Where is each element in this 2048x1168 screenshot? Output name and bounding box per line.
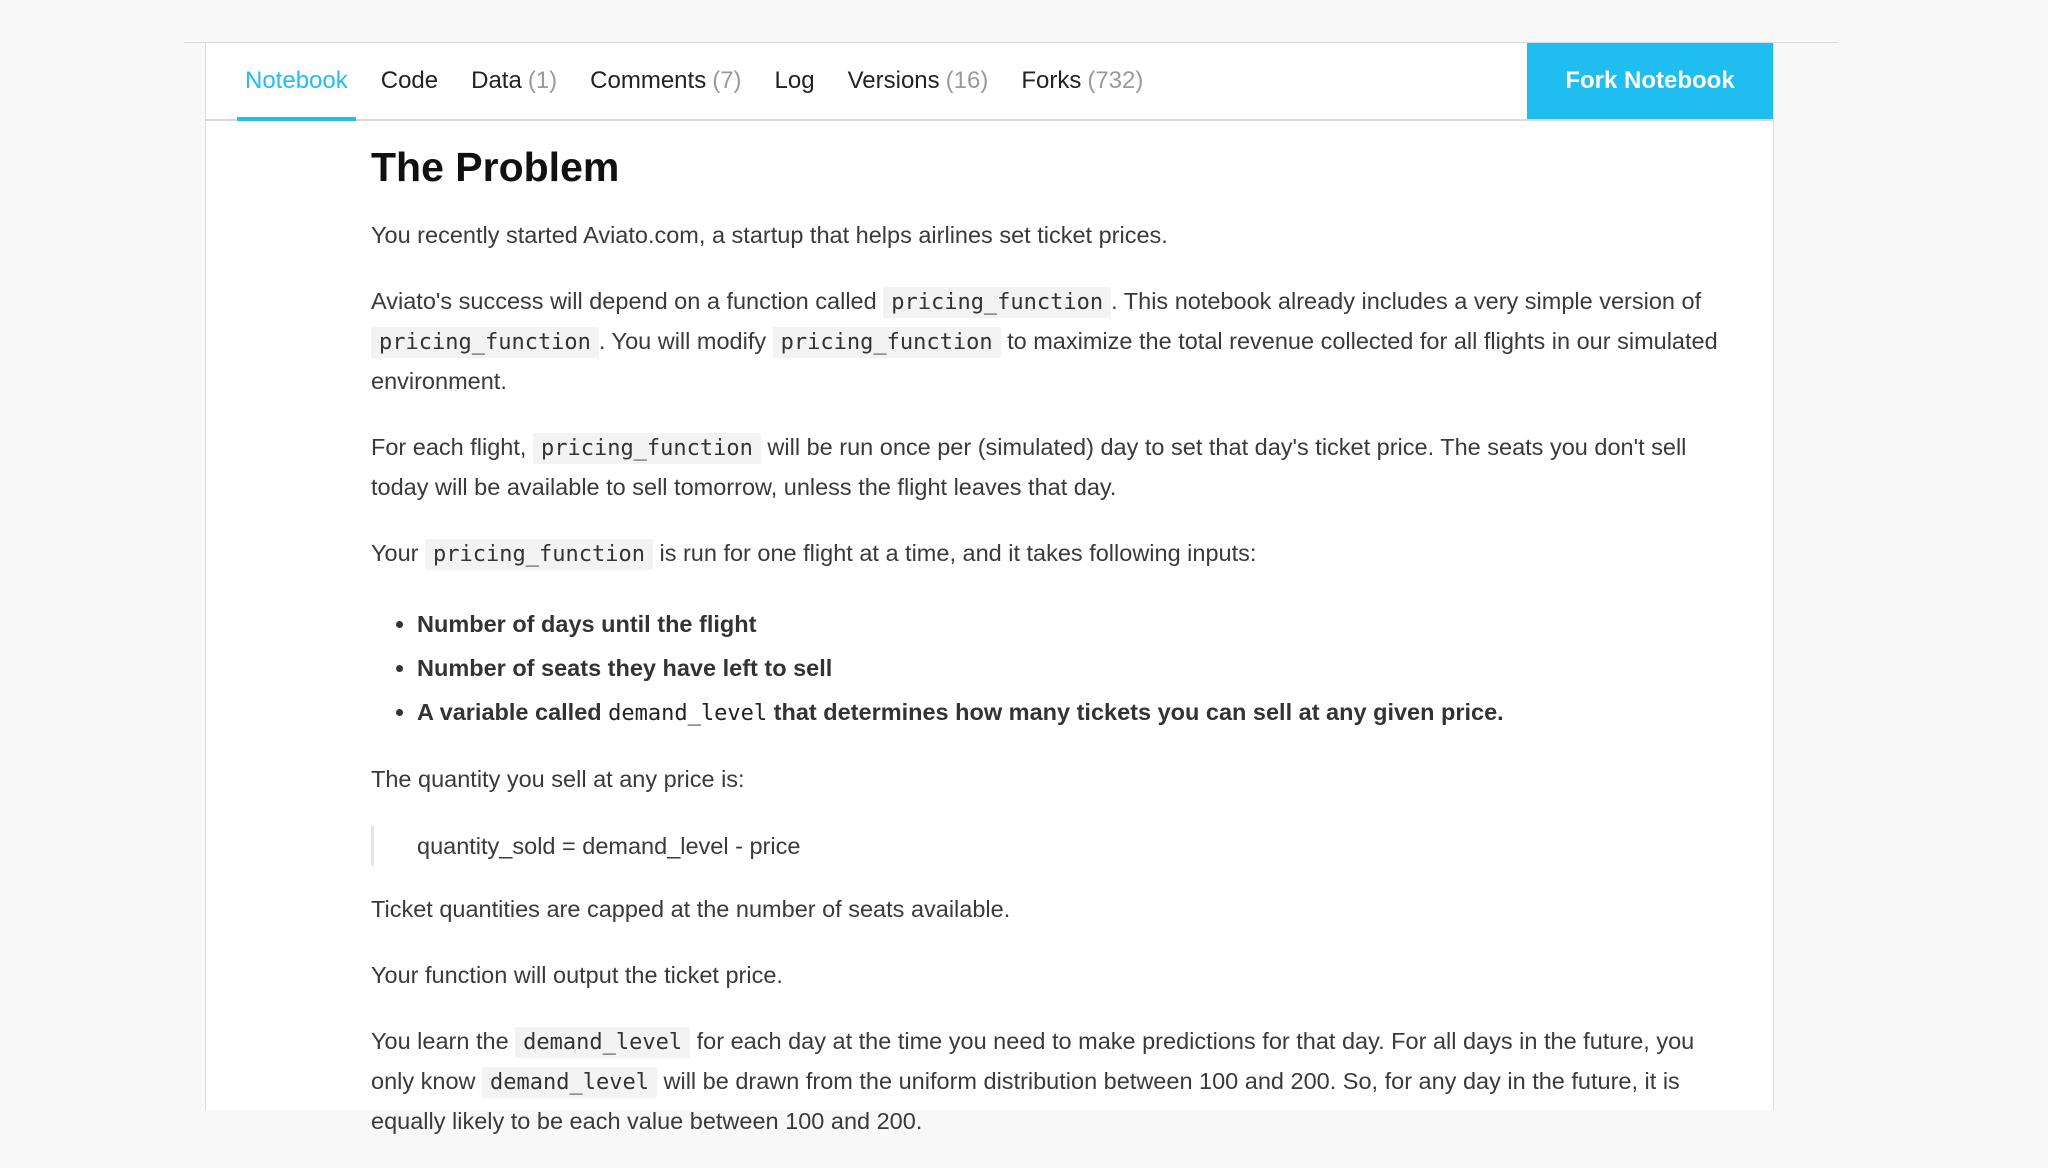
tab-notebook[interactable] <box>237 43 356 119</box>
tab-label: Code <box>380 67 439 94</box>
notebook-tabs <box>237 43 1168 119</box>
inline-code: pricing_function <box>773 327 1001 358</box>
text: Aviato's success will depend on a function called <box>371 288 884 315</box>
text: will be drawn from the uniform distribution between 100 and 200. So, for any day in the future, it is equally likely to be each value between 100 and 200. <box>371 1068 1680 1135</box>
tab-label: Notebook <box>245 67 348 94</box>
inputs-list <box>371 602 1721 736</box>
list-item: • Number of days until the flight <box>417 602 1721 646</box>
paragraph-capped: Ticket quantities are capped at the number of seats available. <box>371 896 1011 923</box>
section-title: The Problem <box>371 144 620 190</box>
paragraph-pricing-function <box>371 282 1721 400</box>
tab-label: Data <box>471 67 522 94</box>
text: For each flight, <box>371 434 533 461</box>
tab-count: (7) <box>712 67 742 94</box>
text: You learn the <box>371 1028 516 1055</box>
text: . You will modify <box>598 328 773 355</box>
formula-quote: quantity_sold = demand_level - price <box>371 826 1721 866</box>
list-item <box>417 690 1721 736</box>
tab-versions[interactable] <box>840 43 997 119</box>
tab-log[interactable] <box>767 43 823 119</box>
text: is run for one flight at a time, and it takes following inputs: <box>652 540 1257 567</box>
paragraph-quantity: The quantity you sell at any price is: <box>371 766 745 793</box>
tab-comments[interactable] <box>582 43 749 119</box>
tab-data[interactable] <box>463 43 565 119</box>
tab-count: (16) <box>945 67 989 94</box>
tab-forks[interactable] <box>1013 43 1151 119</box>
text: A variable called <box>417 699 609 726</box>
text: for each day at the time you need to make predictions for that day. For all days in the future, you only know <box>371 1028 1695 1095</box>
text: that determines how many tickets you can sell at any given price. <box>767 699 1504 726</box>
paragraph-each-flight <box>371 428 1721 506</box>
paragraph-demand-level <box>371 1022 1721 1140</box>
tab-count: (1) <box>527 67 558 94</box>
tab-label: Versions <box>847 67 940 94</box>
paragraph-output: Your function will output the ticket price. <box>371 962 783 989</box>
text: Your <box>371 540 426 567</box>
fork-notebook-button[interactable]: Fork Notebook <box>1527 43 1773 119</box>
inline-code: pricing_function <box>371 327 599 358</box>
inline-code: demand_level <box>515 1027 690 1058</box>
inline-code: pricing_function <box>425 539 653 570</box>
notebook-content <box>371 143 1721 1168</box>
tab-bar <box>206 43 1773 121</box>
text: to maximize the total revenue collected for all flights in our simulated environment. <box>371 328 1718 395</box>
tab-label: Forks <box>1021 67 1082 94</box>
paragraph-intro: You recently started Aviato.com, a startup that helps airlines set ticket prices. <box>371 222 1168 249</box>
inline-code: demand_level <box>608 701 768 727</box>
tab-label: Comments <box>590 67 707 94</box>
tab-count: (732) <box>1087 67 1144 94</box>
text: will be run once per (simulated) day to set that day's ticket price. The seats you don't sell today will be available to sell tomorrow, unless the flight leaves that day. <box>371 434 1687 501</box>
paragraph-inputs-intro <box>371 534 1721 574</box>
list-item: • Number of seats they have left to sell <box>417 646 1721 690</box>
inline-code: demand_level <box>482 1067 657 1098</box>
inline-code: pricing_function <box>533 433 761 464</box>
text: . This notebook already includes a very simple version of <box>1111 288 1702 315</box>
tab-label: Log <box>774 67 815 94</box>
notebook-frame <box>205 43 1774 1135</box>
tab-code[interactable] <box>373 43 446 119</box>
inline-code: pricing_function <box>883 287 1111 318</box>
